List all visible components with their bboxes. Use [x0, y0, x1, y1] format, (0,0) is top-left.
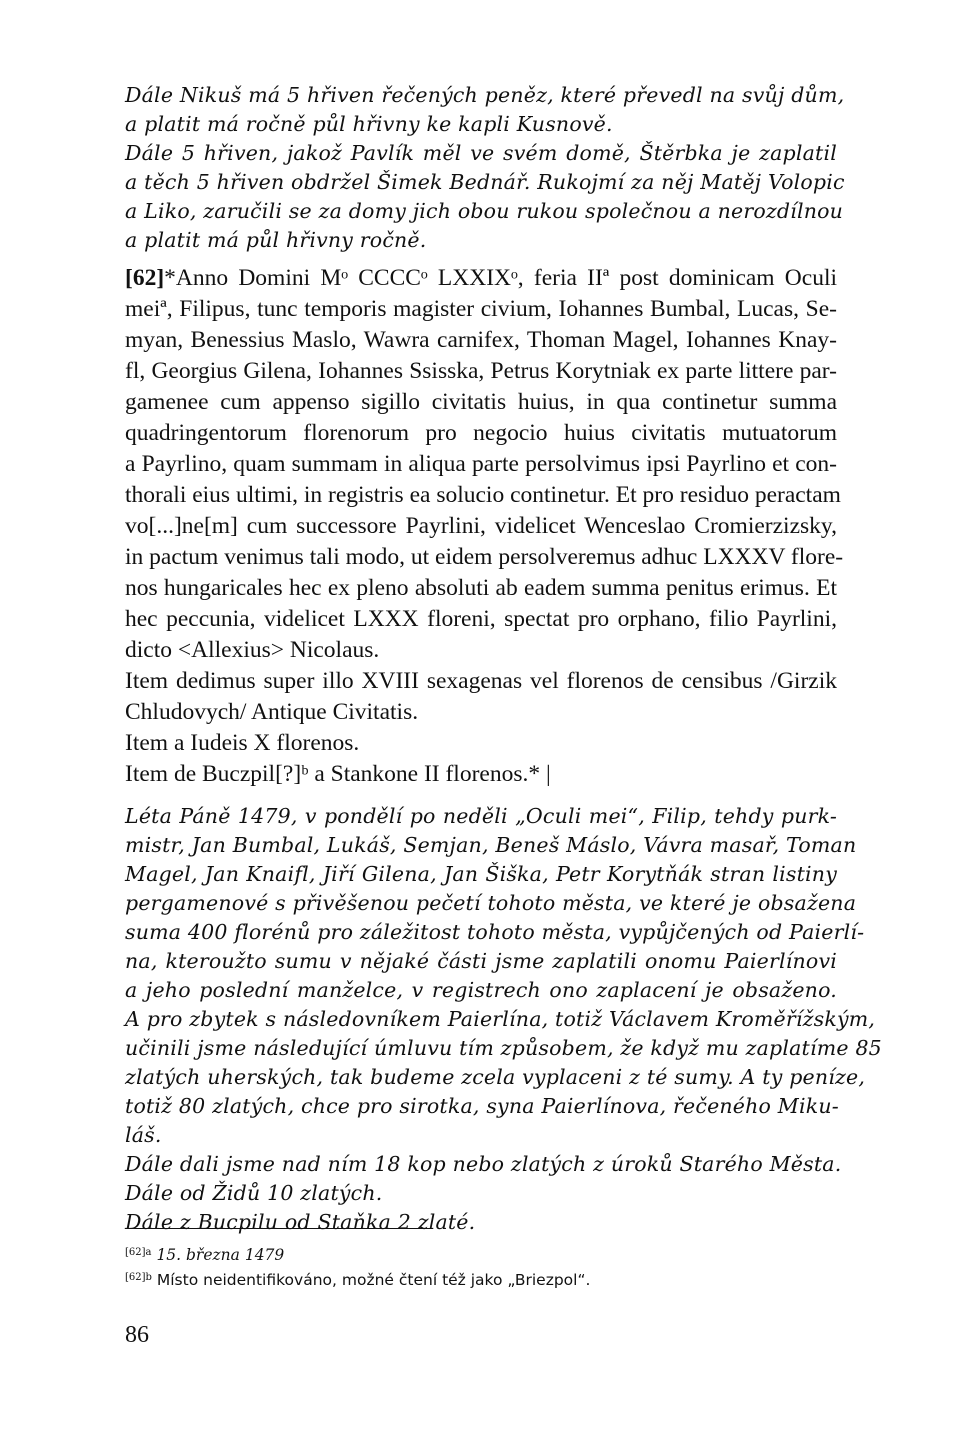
- footnote-marker: [62]b: [125, 1272, 152, 1283]
- czech-line: Dále 5 hřiven, jakož Pavlík měl ve svém domě, Štěrbka je zaplatil: [125, 141, 837, 165]
- latin-line: Chludovych/ Antique Civitatis.: [125, 699, 419, 725]
- footnote-a: [125, 1243, 284, 1265]
- footnote-text: 15. března 1479: [156, 1246, 285, 1264]
- czech-line: totiž 80 zlatých, chce pro sirotka, syna Paierlínova, řečeného Miku-: [125, 1094, 839, 1118]
- czech-line: a Liko, zaručili se za domy jich obou rukou společnou a nerozdílnou: [125, 199, 844, 223]
- latin-line: *Anno Domini Mᵒ CCCCᵒ LXXIXᵒ, feria IIª post dominicam Oculi: [164, 265, 837, 291]
- latin-line: a Payrlino, quam summam in aliqua parte persolvimus ipsi Payrlino et con-: [125, 451, 837, 477]
- footnote-rule: [125, 1228, 433, 1229]
- latin-line: meiª, Filipus, tunc temporis magister civium, Iohannes Bumbal, Lucas, Se-: [125, 296, 837, 322]
- latin-line: vo[...]ne[m] cum successore Payrlini, videlicet Wenceslao Cromierzizsky,: [125, 513, 837, 539]
- czech-line: a platit má půl hřivny ročně.: [125, 228, 427, 252]
- czech-line: a těch 5 hřiven obdržel Šimek Bednář. Rukojmí za něj Matěj Volopic: [125, 170, 845, 194]
- footnote-text: Místo neidentifikováno, možné čtení též jako „Briezpol“.: [156, 1271, 591, 1289]
- czech-line: učinili jsme následující úmluvu tím způsobem, že když mu zaplatíme 85: [125, 1036, 882, 1060]
- czech-line: a platit má ročně půl hřivny ke kapli Kusnově.: [125, 112, 613, 136]
- czech-line: Magel, Jan Knaifl, Jiří Gilena, Jan Šiška, Petr Korytňák stran listiny: [125, 862, 837, 886]
- latin-line: Item a Iudeis X florenos.: [125, 730, 360, 756]
- latin-line: thorali eius ultimi, in registris ea solucio continetur. Et pro residuo peractam: [125, 482, 841, 508]
- czech-line: A pro zbytek s následovníkem Paierlína, totiž Václavem Kroměřížským,: [125, 1007, 876, 1031]
- latin-line: nos hungaricales hec ex pleno absoluti ab eadem summa penitus erimus. Et: [125, 575, 837, 601]
- czech-line: Dále od Židů 10 zlatých.: [125, 1181, 383, 1205]
- czech-line: mistr, Jan Bumbal, Lukáš, Semjan, Beneš Máslo, Vávra masař, Toman: [125, 833, 857, 857]
- latin-line: in pactum venimus tali modo, ut eidem persolveremus adhuc LXXXV flore-: [125, 544, 844, 570]
- czech-line: Léta Páně 1479, v pondělí po neděli „Oculi mei“, Filip, tehdy purk-: [125, 804, 837, 828]
- czech-line: pergamenové s přivěšenou pečetí tohoto města, ve které je obsažena: [125, 891, 857, 915]
- latin-line: myan, Benessius Maslo, Wawra carnifex, Thoman Magel, Iohannes Knay-: [125, 327, 837, 353]
- czech-line: zlatých uherských, tak budeme zcela vyplaceni z té sumy. A ty peníze,: [125, 1065, 866, 1089]
- latin-line: fl, Georgius Gilena, Iohannes Ssisska, Petrus Korytniak ex parte littere par-: [125, 358, 837, 384]
- entry-number: [62]: [125, 265, 165, 291]
- latin-line: dicto <Allexius> Nicolaus.: [125, 637, 380, 663]
- czech-line: a jeho poslední manželce, v registrech ono zaplacení je obsaženo.: [125, 978, 837, 1002]
- latin-line: quadringentorum florenorum pro negocio huius civitatis mutuatorum: [125, 420, 837, 446]
- czech-line: láš.: [125, 1123, 162, 1147]
- latin-line: hec peccunia, videlicet LXXX floreni, spectat pro orphano, filio Payrlini,: [125, 606, 837, 632]
- czech-line: Dále Nikuš má 5 hřiven řečených peněz, které převedl na svůj dům,: [125, 83, 845, 107]
- czech-line: suma 400 florénů pro záležitost tohoto města, vypůjčených od Paierlí-: [125, 920, 865, 944]
- footnote-marker: [62]a: [125, 1247, 152, 1258]
- latin-line: gamenee cum appenso sigillo civitatis huius, in qua continetur summa: [125, 389, 837, 415]
- czech-line: Dále z Bucpilu od Staňka 2 zlaté.: [125, 1210, 476, 1234]
- latin-line: Item de Buczpil[?]ᵇ a Stankone II florenos.* |: [125, 761, 551, 787]
- czech-line: na, kteroužto sumu v nějaké části jsme zaplatili onomu Paierlínovi: [125, 949, 837, 973]
- czech-line: Dále dali jsme nad ním 18 kop nebo zlatých z úroků Starého Města.: [125, 1152, 842, 1176]
- footnote-b: [125, 1268, 590, 1290]
- latin-line-first: [125, 263, 837, 293]
- latin-line: Item dedimus super illo XVIII sexagenas vel florenos de censibus /Girzik: [125, 668, 837, 694]
- page-number: 86: [125, 1322, 149, 1348]
